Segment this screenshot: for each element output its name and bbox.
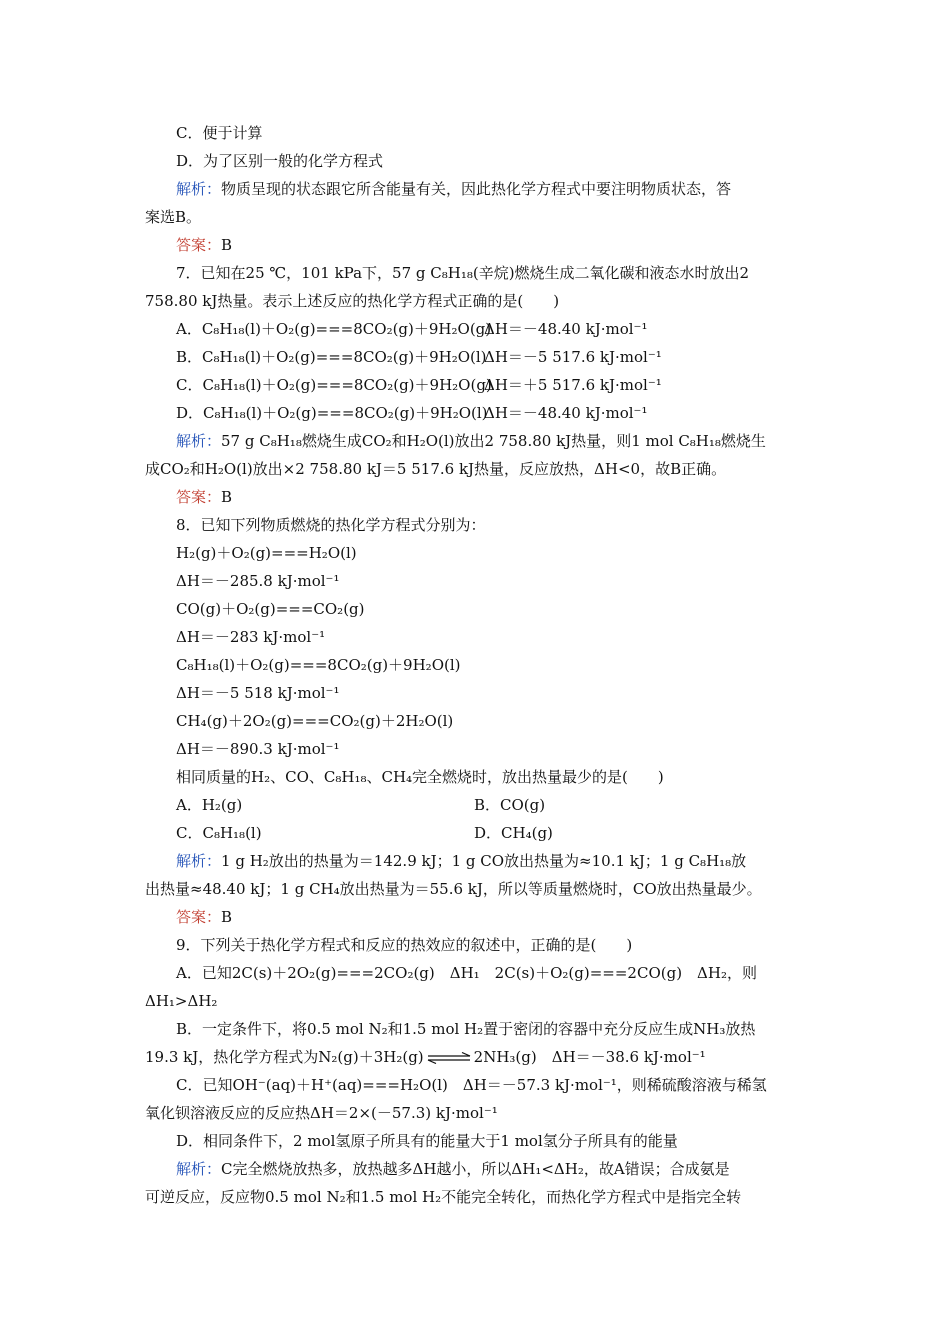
q8-option-a: A．H₂(g)	[176, 796, 243, 814]
reversible-arrow-icon	[426, 1052, 472, 1064]
q8-enthalpy-1: ΔH＝－285.8 kJ·mol⁻¹	[176, 572, 340, 590]
q9-analysis-line-1: 解析：C完全燃烧放热多，放热越多ΔH越小，所以ΔH₁<ΔH₂，故A错误；合成氨是	[176, 1160, 730, 1178]
q8-analysis-line-1: 解析：1 g H₂放出的热量为＝142.9 kJ；1 g CO放出热量为≈10.1 kJ；1 g C₈H₁₈放	[176, 852, 747, 870]
q9-option-d: D．相同条件下，2 mol氢原子所具有的能量大于1 mol氢分子所具有的能量	[176, 1132, 678, 1150]
analysis-label: 解析：	[176, 180, 222, 198]
q9-option-b-line-1: B．一定条件下，将0.5 mol N₂和1.5 mol H₂置于密闭的容器中充分反应生成NH₃放热	[176, 1020, 756, 1038]
answer-label: 答案：	[176, 488, 222, 506]
q7-analysis-line-2: 成CO₂和H₂O(l)放出×2 758.80 kJ＝5 517.6 kJ热量，反应放热，ΔH<0，故B正确。	[145, 460, 727, 478]
q8-equation-2: CO(g)＋O₂(g)===CO₂(g)	[176, 600, 365, 618]
q9-option-c-line-1: C．已知OH⁻(aq)＋H⁺(aq)===H₂O(l) ΔH＝－57.3 kJ·mol⁻¹，则稀硫酸溶液与稀氢	[176, 1076, 767, 1094]
q7-answer: 答案：B	[176, 488, 233, 506]
analysis-label: 解析：	[176, 1160, 222, 1178]
q8-option-c: C．C₈H₁₈(l)	[176, 824, 262, 842]
q7-option-c: C．C₈H₁₈(l)＋O₂(g)===8CO₂(g)＋9H₂O(g) ΔH＝＋5 517.6 kJ·mol⁻¹	[176, 376, 662, 394]
q8-equation-4: CH₄(g)＋2O₂(g)===CO₂(g)＋2H₂O(l)	[176, 712, 454, 730]
q7-option-a: A．C₈H₁₈(l)＋O₂(g)===8CO₂(g)＋9H₂O(g) ΔH＝－48.40 kJ·mol⁻¹	[176, 320, 648, 338]
q6-answer: 答案：B	[176, 236, 233, 254]
answer-label: 答案：	[176, 236, 222, 254]
q9-analysis-line-2: 可逆反应，反应物0.5 mol N₂和1.5 mol H₂不能完全转化，而热化学方程式中是指完全转	[145, 1188, 742, 1206]
q7-option-d: D．C₈H₁₈(l)＋O₂(g)===8CO₂(g)＋9H₂O(l) ΔH＝－48.40 kJ·mol⁻¹	[176, 404, 648, 422]
q6-analysis-line-2: 案选B。	[145, 208, 202, 226]
q8-enthalpy-2: ΔH＝－283 kJ·mol⁻¹	[176, 628, 326, 646]
analysis-label: 解析：	[176, 852, 222, 870]
q8-stem: 8．已知下列物质燃烧的热化学方程式分别为：	[176, 516, 486, 534]
q8-equation-3: C₈H₁₈(l)＋O₂(g)===8CO₂(g)＋9H₂O(l)	[176, 656, 461, 674]
q9-option-a-line-2: ΔH₁>ΔH₂	[145, 992, 218, 1010]
q8-enthalpy-4: ΔH＝－890.3 kJ·mol⁻¹	[176, 740, 340, 758]
q8-enthalpy-3: ΔH＝－5 518 kJ·mol⁻¹	[176, 684, 340, 702]
q9-option-b-line-2: 19.3 kJ，热化学方程式为N₂(g)＋3H₂(g) 2NH₃(g) ΔH＝－38.6 kJ·mol⁻¹	[145, 1048, 706, 1066]
q7-option-b: B．C₈H₁₈(l)＋O₂(g)===8CO₂(g)＋9H₂O(l) ΔH＝－5 517.6 kJ·mol⁻¹	[176, 348, 662, 366]
q8-option-b: B．CO(g)	[474, 796, 546, 814]
q9-option-a-line-1: A．已知2C(s)＋2O₂(g)===2CO₂(g) ΔH₁ 2C(s)＋O₂(g)===2CO(g) ΔH₂，则	[176, 964, 757, 982]
q7-analysis-line-1: 解析：57 g C₈H₁₈燃烧生成CO₂和H₂O(l)放出2 758.80 kJ热量，则1 mol C₈H₁₈燃烧生	[176, 432, 766, 450]
q6-analysis-line-1: 解析：物质呈现的状态跟它所含能量有关，因此热化学方程式中要注明物质状态，答	[176, 180, 732, 198]
analysis-label: 解析：	[176, 432, 222, 450]
q8-equation-1: H₂(g)＋O₂(g)===H₂O(l)	[176, 544, 357, 562]
q9-option-c-line-2: 氧化钡溶液反应的反应热ΔH＝2×(－57.3) kJ·mol⁻¹	[145, 1104, 498, 1122]
q7-stem-line-1: 7．已知在25 ℃，101 kPa下，57 g C₈H₁₈(辛烷)燃烧生成二氧化碳和液态水时放出2	[176, 264, 750, 282]
answer-label: 答案：	[176, 908, 222, 926]
q8-question: 相同质量的H₂、CO、C₈H₁₈、CH₄完全燃烧时，放出热量最少的是( )	[176, 768, 664, 786]
q8-option-d: D．CH₄(g)	[474, 824, 553, 842]
q6-option-d: D．为了区别一般的化学方程式	[176, 152, 384, 170]
q8-analysis-line-2: 出热量≈48.40 kJ；1 g CH₄放出热量为＝55.6 kJ，所以等质量燃烧时，CO放出热量最少。	[145, 880, 762, 898]
q9-stem: 9．下列关于热化学方程式和反应的热效应的叙述中，正确的是( )	[176, 936, 633, 954]
q8-answer: 答案：B	[176, 908, 233, 926]
q6-option-c: C．便于计算	[176, 124, 263, 142]
q7-stem-line-2: 758.80 kJ热量。表示上述反应的热化学方程式正确的是( )	[145, 292, 560, 310]
